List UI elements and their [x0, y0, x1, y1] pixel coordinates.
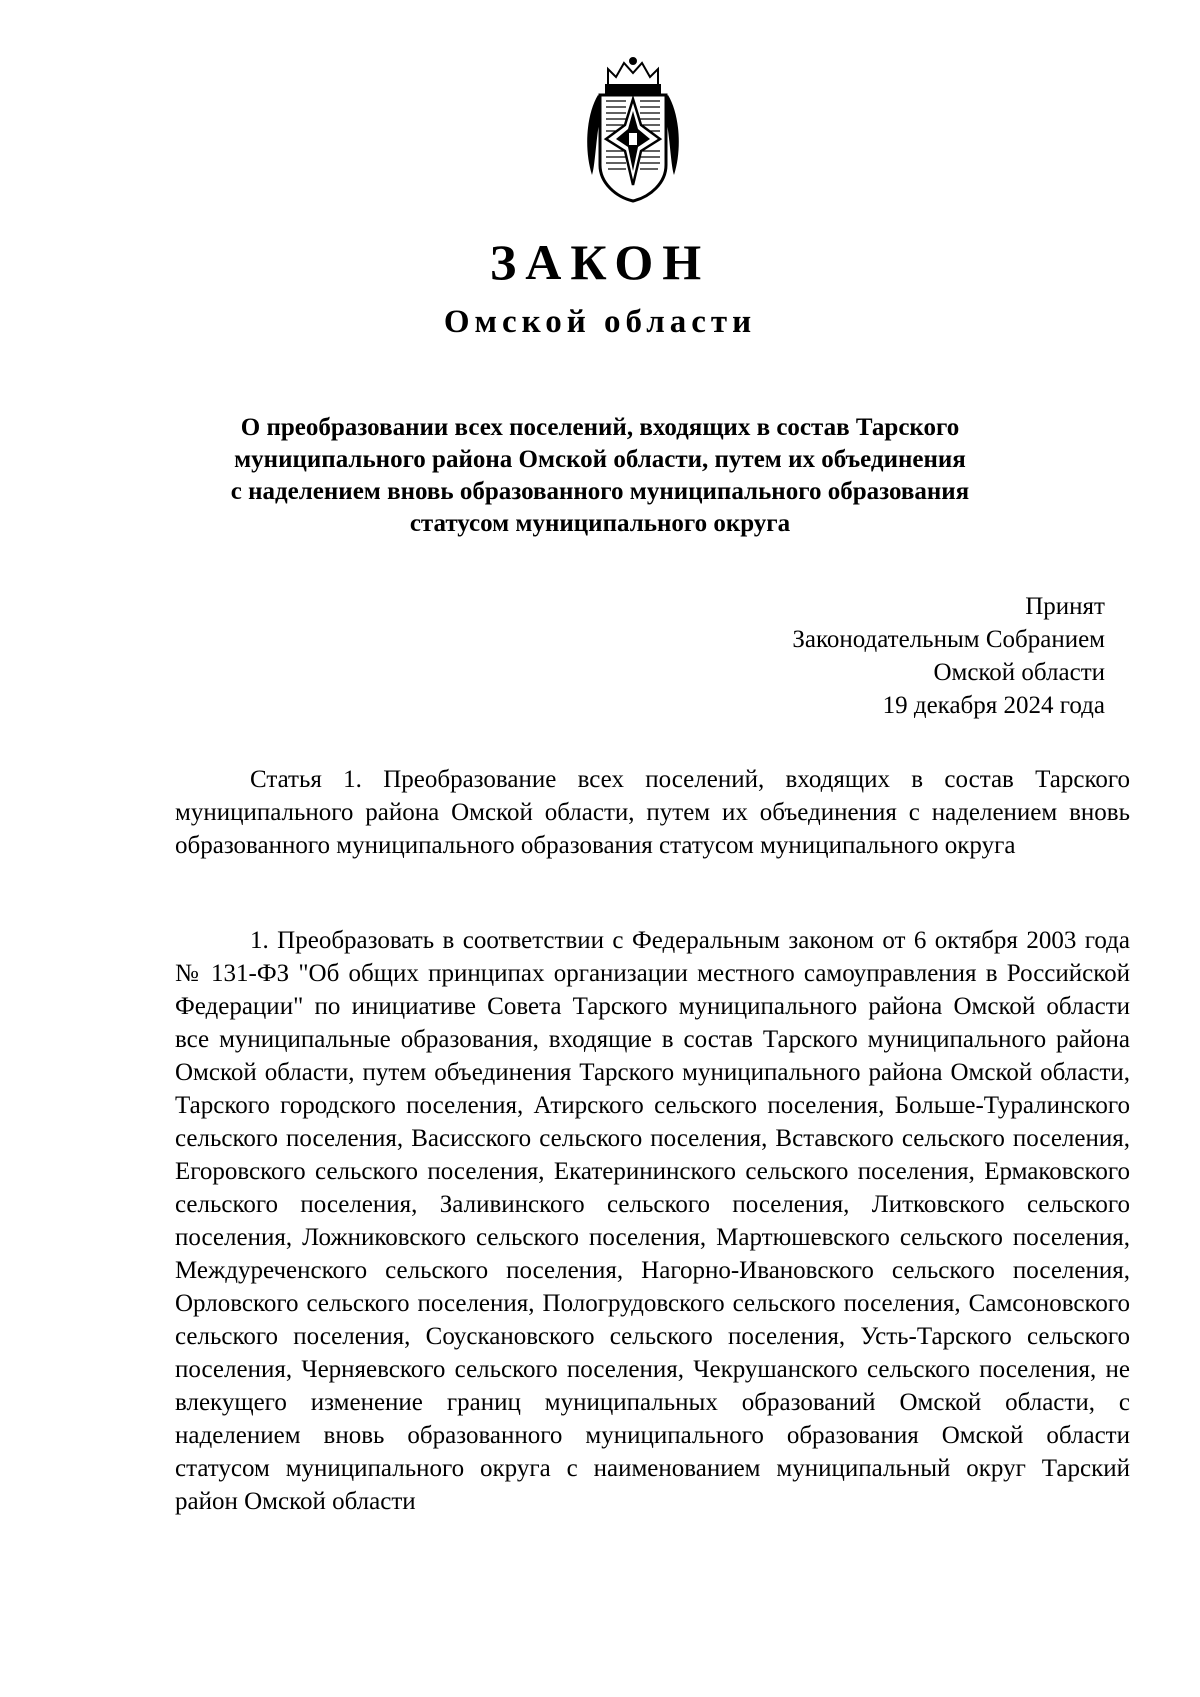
document-title: ЗАКОН [489, 234, 711, 290]
law-subject-line: О преобразовании всех поселений, входящих в состав Тарского [240, 414, 960, 441]
adoption-body-region: Омской области [933, 659, 1105, 686]
adoption-date: 19 декабря 2024 года [882, 692, 1105, 719]
law-subject-line: с наделением вновь образованного муниципального образования [230, 478, 970, 505]
law-subject [200, 412, 1000, 540]
adoption-block [792, 590, 1105, 722]
omsk-coat-of-arms-emblem [578, 55, 688, 205]
article-1-paragraph-1: 1. Преобразовать в соответствии с Федеральным законом от 6 октября 2003 года № 131-ФЗ "Об общих принципах организации местного самоуправления в Российской Федерации" по инициативе Совета Тарского муниципального района Омской области все муниципальные образования, входящие в состав Тарского муниципального района Омской области, путем объединения Тарского муниципального района Омской области, Тарского городского поселения, Атирского сельского поселения, Больше-Туралинского сельского поселения, Васисского сельского поселения, Вставского сельского поселения, Егоровского сельского поселения, Екатерининского сельского поселения, Ермаковского сельского поселения, Заливинского сельского поселения, Литковского сельского поселения, Ложниковского сельского поселения, Мартюшевского сельского поселения, Междуреченского сельского поселения, Нагорно-Ивановского сельского поселения, Орловского сельского поселения, Пологрудовского сельского поселения, Самсоновского сельского поселения, Соускановского сельского поселения, Усть-Тарского сельского поселения, Черняевского сельского поселения, Чекрушанского сельского поселения, не влекущего изменение границ муниципальных образований Омской области, с наделением вновь образованного муниципального образования Омской области статусом муниципального округа с наименованием муниципальный округ Тарский район Омской области [175, 927, 1130, 1515]
adoption-body: Законодательным Собранием [792, 626, 1105, 653]
adoption-status: Принят [1025, 593, 1105, 620]
law-subject-line: муниципального района Омской области, путем их объединения [234, 446, 966, 473]
law-subject-line: статусом муниципального округа [409, 510, 791, 537]
article-1-heading: Статья 1. Преобразование всех поселений, входящих в состав Тарского муниципального района Омской области, путем их объединения с наделением вновь образованного муниципального образования статусом муниципального округа [175, 766, 1130, 859]
document-region: Омской области [443, 304, 757, 340]
